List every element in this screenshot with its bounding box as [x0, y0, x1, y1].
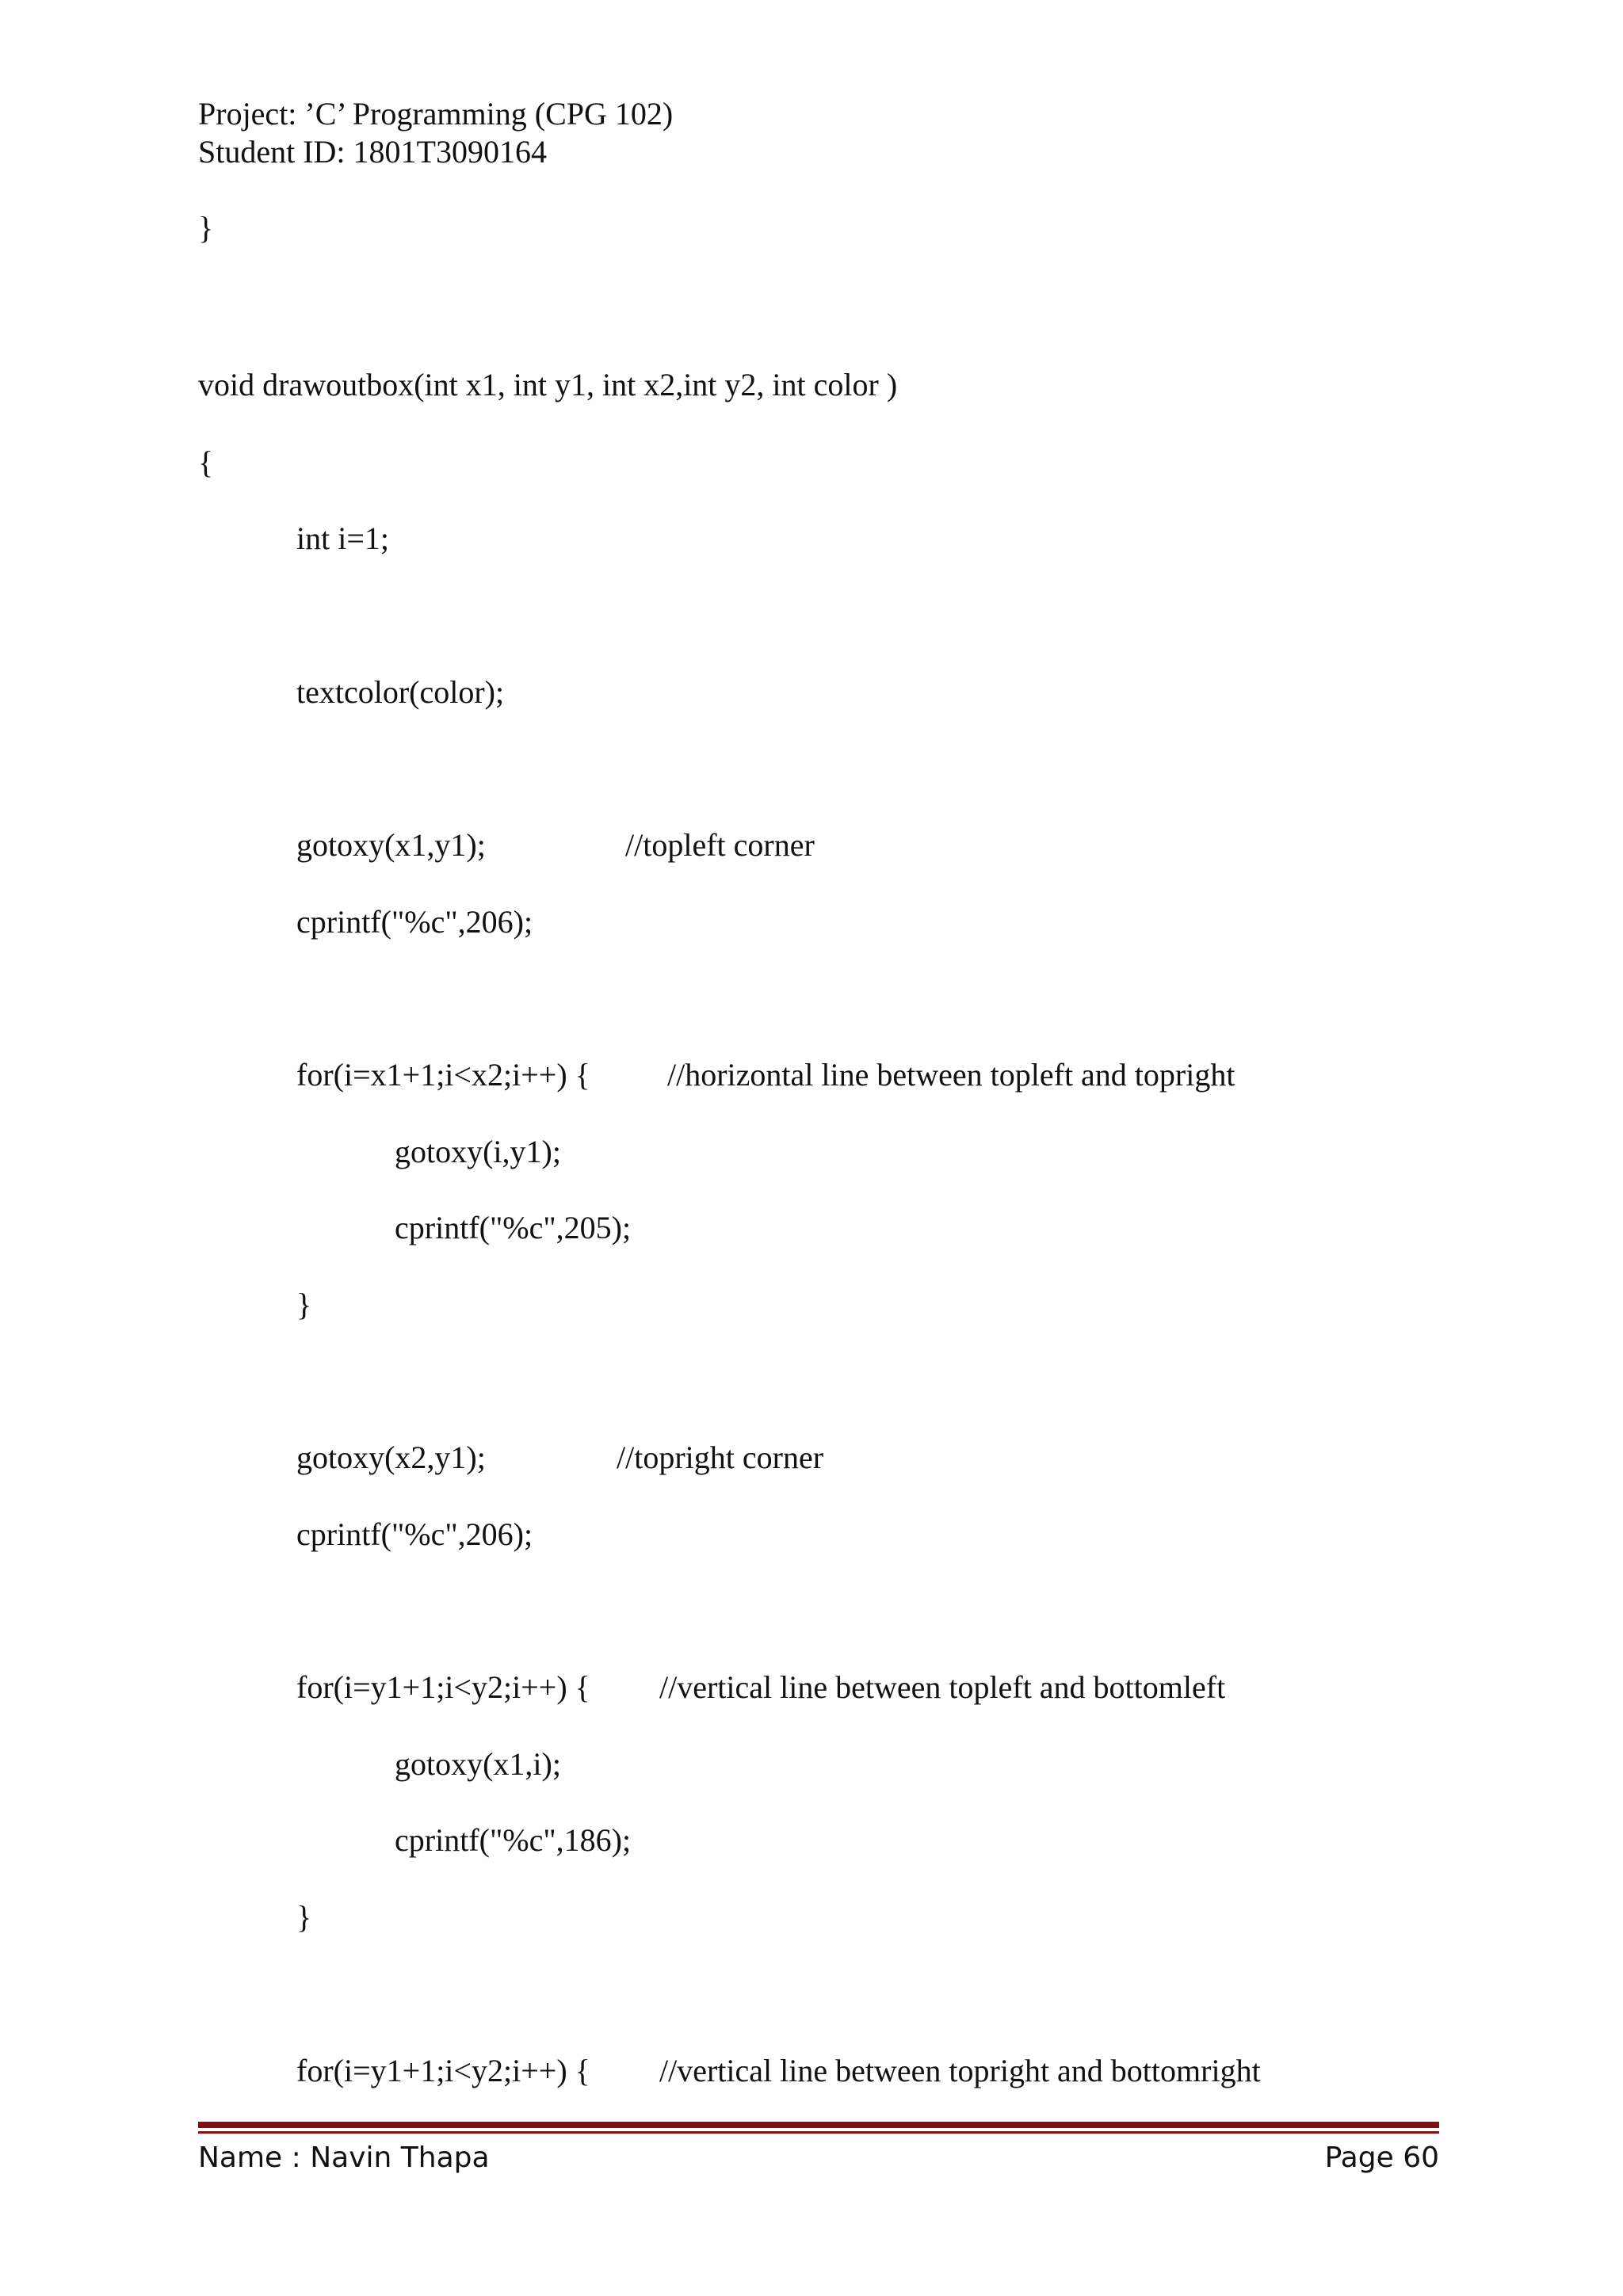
comment-horizontal: //horizontal line between topleft and topright [667, 1057, 1235, 1093]
footer-rule-thick [198, 2122, 1439, 2128]
for-horizontal: for(i=x1+1;i<x2;i++) { [296, 1057, 590, 1093]
gotoxy-x1-i: gotoxy(x1,i); [395, 1746, 561, 1782]
comment-vertical-left: //vertical line between topleft and bottomleft [659, 1669, 1226, 1705]
close-brace-for1: } [296, 1287, 312, 1322]
gotoxy-topleft: gotoxy(x1,y1); [296, 827, 486, 863]
gotoxy-i-y1: gotoxy(i,y1); [395, 1134, 561, 1169]
footer-page-number: Page 60 [1324, 2142, 1439, 2174]
gotoxy-topright: gotoxy(x2,y1); [296, 1440, 486, 1475]
page-header [198, 95, 673, 171]
cprintf-186: cprintf("%c",186); [395, 1822, 632, 1858]
footer-author-name: Name : Navin Thapa [198, 2142, 490, 2174]
for-vertical-right: for(i=y1+1;i<y2;i++) { [296, 2053, 590, 2088]
comment-vertical-right: //vertical line between topright and bottomright [659, 2053, 1261, 2088]
comment-topleft: //topleft corner [625, 827, 815, 863]
close-brace-for2: } [296, 1899, 312, 1935]
close-brace-previous: } [198, 210, 214, 246]
open-brace: { [198, 444, 214, 480]
decl-i: int i=1; [296, 521, 390, 556]
student-id: Student ID: 1801T3090164 [198, 134, 547, 170]
comment-topright: //topright corner [617, 1440, 824, 1475]
cprintf-205: cprintf("%c",205); [395, 1210, 632, 1245]
cprintf-206-a: cprintf("%c",206); [296, 904, 533, 940]
footer-rule-thin [198, 2131, 1439, 2134]
project-title: Project: ’C’ Programming (CPG 102) [198, 96, 674, 132]
textcolor-call: textcolor(color); [296, 674, 505, 710]
cprintf-206-b: cprintf("%c",206); [296, 1516, 533, 1552]
for-vertical-left: for(i=y1+1;i<y2;i++) { [296, 1669, 590, 1705]
function-signature: void drawoutbox(int x1, int y1, int x2,int y2, int color ) [198, 367, 898, 402]
